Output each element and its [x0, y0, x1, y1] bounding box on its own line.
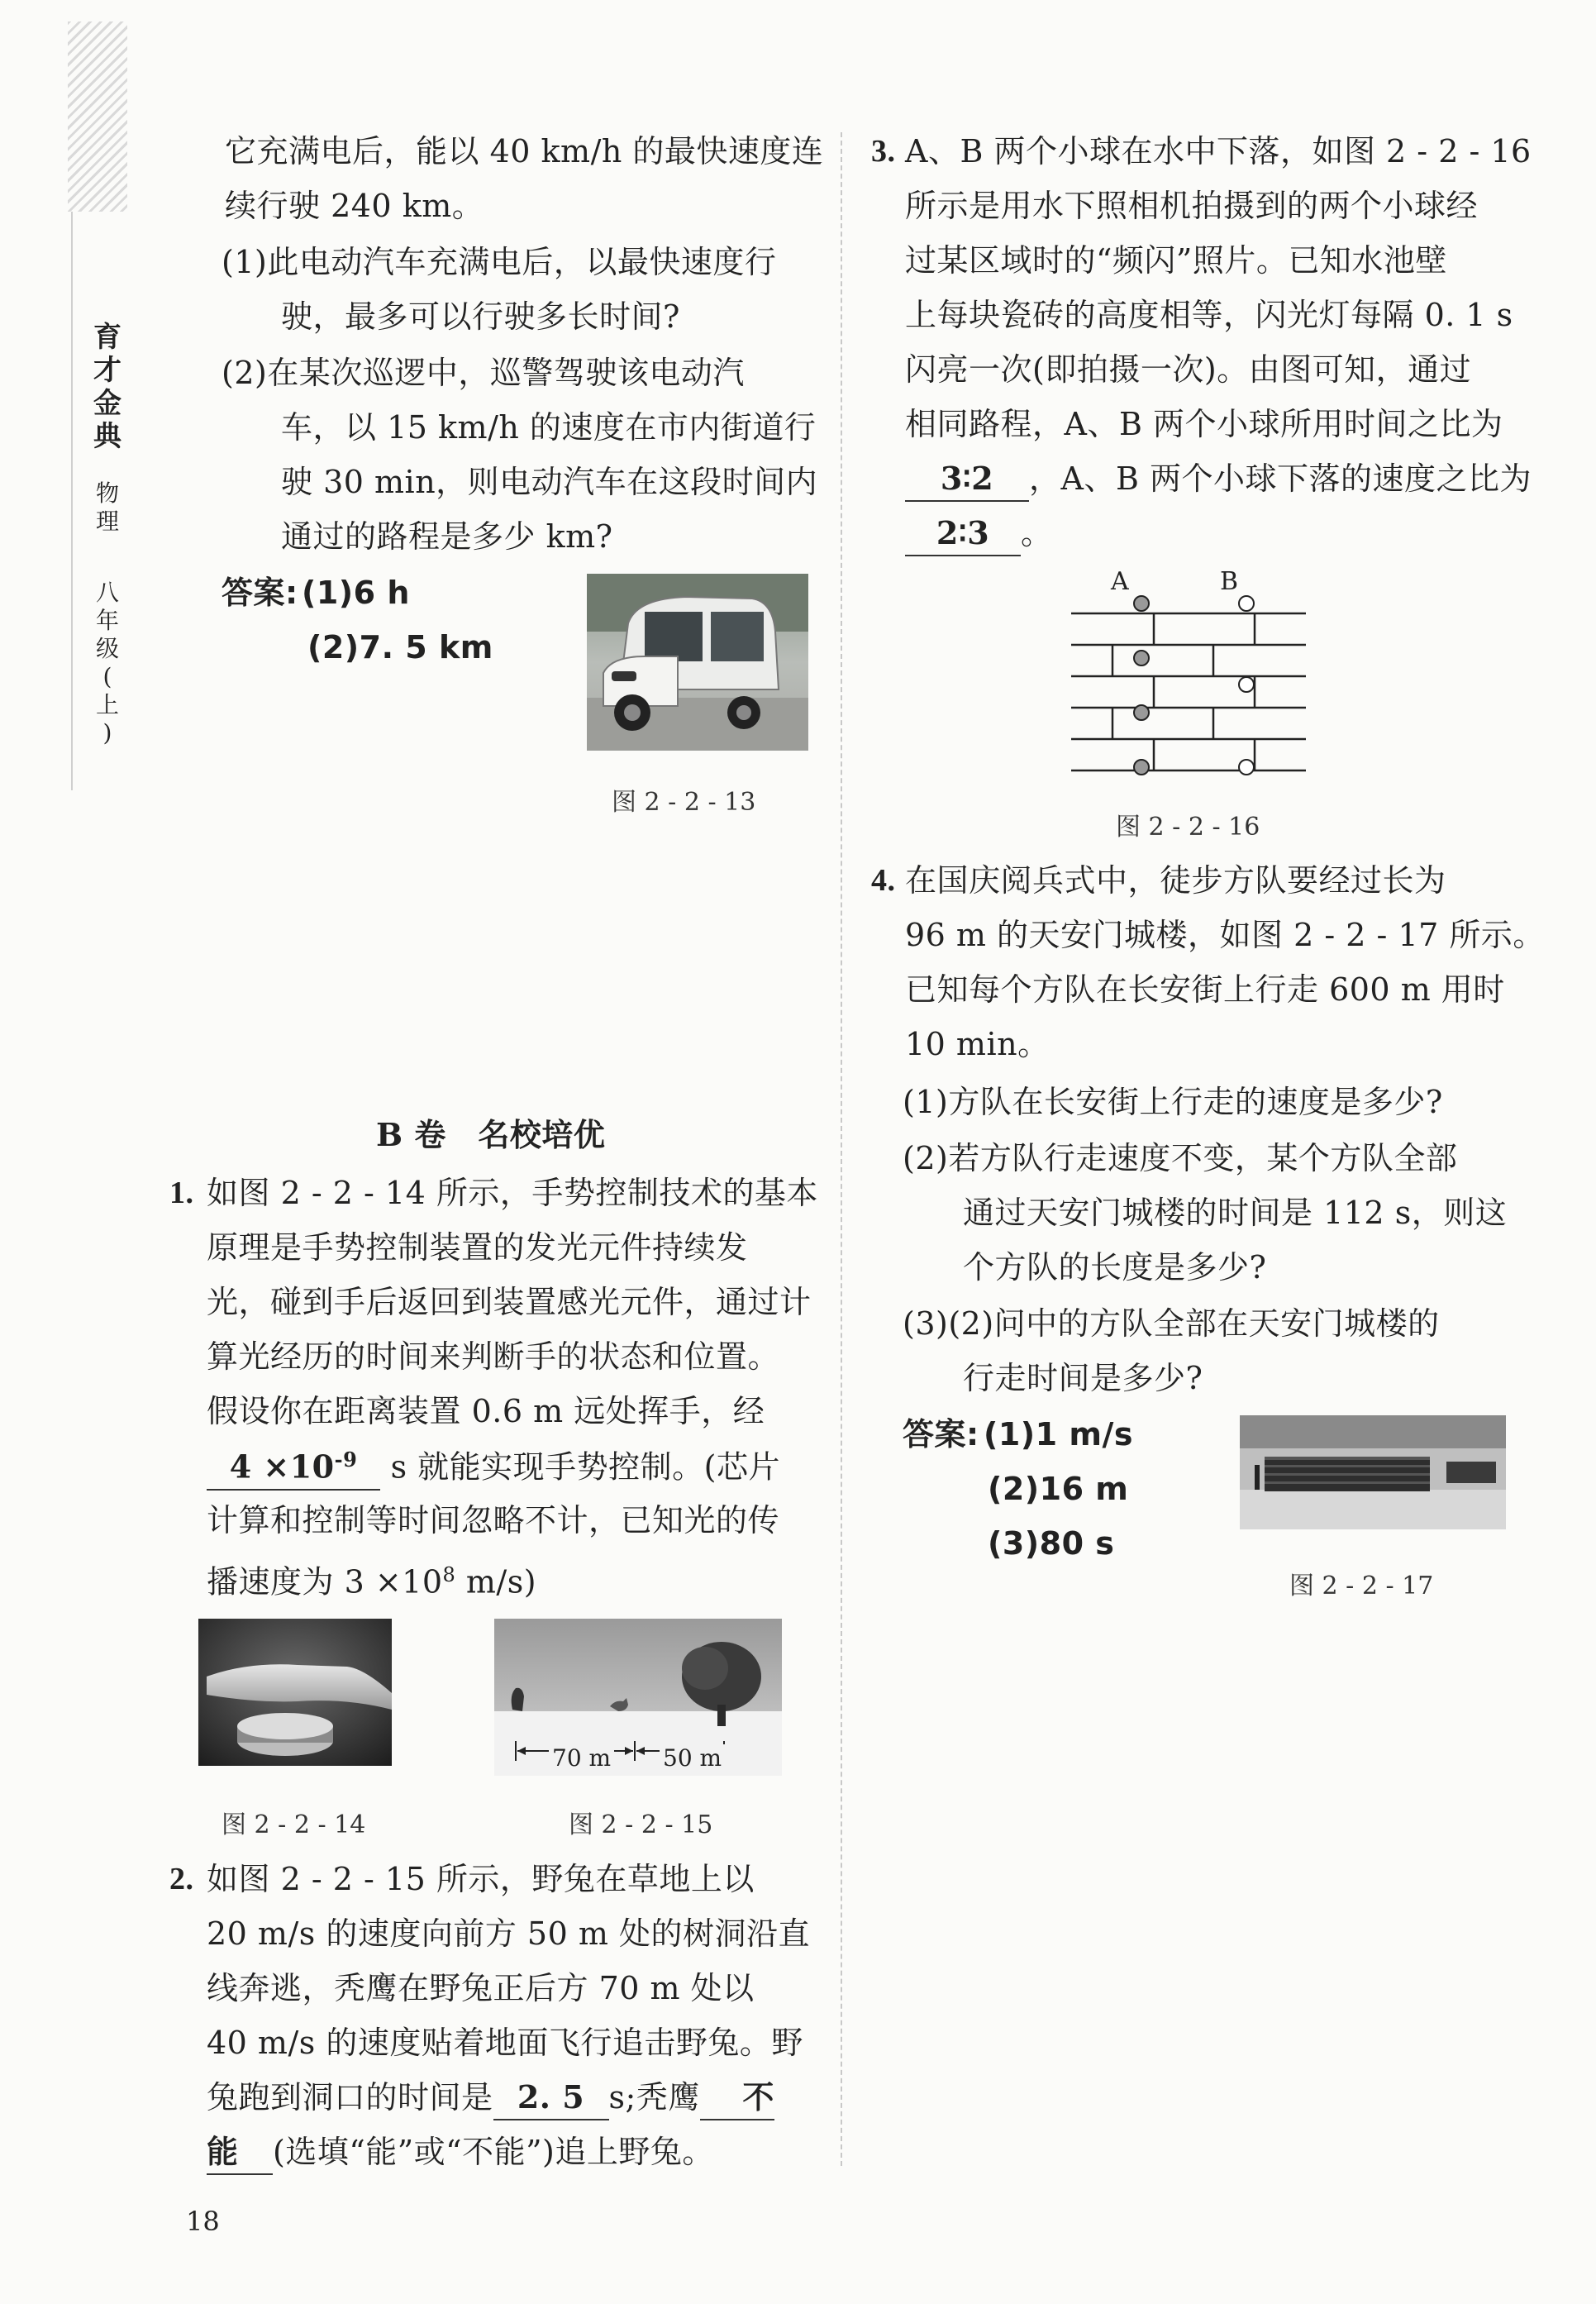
section-title: B 卷 名校培优	[376, 1116, 606, 1153]
q2-line-3: 驶 30 min，则电动汽车在这段时间内	[281, 464, 818, 500]
sidebar-char: 育	[93, 321, 121, 354]
p4-number: 4.	[871, 863, 896, 898]
p3-line-4: 上每块瓷砖的高度相等，闪光灯每隔 0. 1 s	[905, 297, 1513, 333]
rabbit-eagle-illustration	[494, 1619, 782, 1776]
sidebar-char: 金	[93, 387, 121, 420]
p4-q3-line-2: 行走时间是多少?	[963, 1360, 1203, 1396]
p3-line-2: 所示是用水下照相机拍摄到的两个小球经	[905, 188, 1479, 224]
parade-photo	[1240, 1415, 1506, 1529]
sidebar-char: 级	[95, 635, 119, 662]
p4-q2-line-1: (2)若方队行走速度不变，某个方队全部	[903, 1140, 1458, 1176]
sidebar-char: 典	[93, 420, 121, 453]
fig13-caption: 图 2 - 2 - 13	[612, 788, 756, 817]
fig17-caption: 图 2 - 2 - 17	[1289, 1572, 1434, 1600]
p3-line-5: 闪亮一次(即拍摄一次)。由图可知，通过	[905, 351, 1472, 388]
p1-blank-base: 4 ×10	[229, 1448, 335, 1486]
page-number: 18	[186, 2206, 220, 2237]
q1-line-1: (1)此电动汽车充满电后，以最快速度行	[222, 244, 777, 280]
p3-line-1: A、B 两个小球在水中下落，如图 2 - 2 - 16	[905, 133, 1532, 169]
p3-line-7	[905, 451, 1532, 506]
p1-line-4: 算光经历的时间来判断手的状态和位置。	[207, 1338, 780, 1375]
p3-end: 。	[1021, 515, 1053, 551]
p3-after-blank1: ，A、B 两个小球下落的速度之比为	[1029, 460, 1532, 497]
brick-wall-figure	[1071, 567, 1311, 784]
sidebar-char: )	[102, 719, 112, 747]
p2-line5-pre: 兔跑到洞口的时间是	[207, 2079, 493, 2116]
p4-line-3: 已知每个方队在长安街上行走 600 m 用时	[905, 971, 1505, 1008]
answer-label-left: 答案:	[222, 575, 298, 611]
electric-car-photo	[587, 574, 808, 751]
ball-a-2	[1134, 651, 1149, 665]
sidebar-grade	[91, 579, 124, 747]
ball-a-1	[1134, 596, 1149, 611]
p2-blank-can-part1: 不	[700, 2076, 774, 2120]
rabbit-eagle-photo	[494, 1619, 782, 1776]
p3-number: 3.	[871, 134, 896, 169]
p4-line-4: 10 min。	[905, 1026, 1050, 1062]
electric-car-illustration	[587, 574, 808, 751]
q1-line-2: 驶，最多可以行驶多长时间?	[281, 298, 680, 335]
p1-after-blank: s 就能实现手势控制。(芯片	[390, 1448, 781, 1486]
gesture-device-illustration	[198, 1619, 392, 1766]
answer-3-right: (3)80 s	[988, 1525, 1115, 1562]
sidebar-char: 年	[95, 607, 119, 634]
p2-number: 2.	[169, 1862, 194, 1896]
p2-line-4: 40 m/s 的速度贴着地面飞行追击野兔。野	[207, 2025, 803, 2061]
p3-blank-speed-ratio: 2∶3	[905, 512, 1021, 556]
p2-line-5	[207, 2070, 774, 2125]
p1-blank-exponent: -9	[334, 1448, 358, 1472]
fig14-caption: 图 2 - 2 - 14	[222, 1810, 366, 1839]
p3-line-8	[905, 506, 1053, 560]
p4-q1: (1)方队在长安街上行走的速度是多少?	[903, 1084, 1443, 1120]
p4-q2-line-3: 个方队的长度是多少?	[963, 1249, 1267, 1286]
q2-line-2: 车，以 15 km/h 的速度在市内街道行	[281, 409, 817, 446]
sidebar-char: 才	[93, 354, 121, 387]
p1-answer-blank	[207, 1438, 380, 1491]
answer-2-right: (2)16 m	[988, 1471, 1129, 1507]
sidebar-char: 八	[95, 579, 119, 606]
answer-label-right: 答案:	[903, 1416, 979, 1453]
p1-line8-exponent: 8	[442, 1563, 456, 1586]
p2-line-1: 如图 2 - 2 - 15 所示，野兔在草地上以	[207, 1861, 755, 1897]
p1-line8-pre: 播速度为 3 ×10	[207, 1563, 443, 1600]
p4-line-2: 96 m 的天安门城楼，如图 2 - 2 - 17 所示。	[905, 917, 1545, 953]
parade-illustration	[1240, 1415, 1506, 1529]
answer-1-right: (1)1 m/s	[984, 1416, 1133, 1453]
p3-blank-time-ratio: 3∶2	[905, 457, 1029, 502]
p1-line-5: 假设你在距离装置 0.6 m 远处挥手，经	[207, 1393, 765, 1429]
p2-line-2: 20 m/s 的速度向前方 50 m 处的树洞沿直	[207, 1915, 810, 1952]
ball-a-4	[1134, 760, 1149, 775]
ball-b-label: B	[1220, 567, 1239, 596]
answer-1-left: (1)6 h	[302, 575, 410, 611]
ball-a-3	[1134, 705, 1149, 720]
ball-a-label: A	[1111, 567, 1129, 596]
p1-line-1: 如图 2 - 2 - 14 所示，手势控制技术的基本	[207, 1175, 818, 1211]
p1-line-7: 计算和控制等时间忽略不计，已知光的传	[207, 1502, 780, 1538]
intro-line-2: 续行驶 240 km。	[225, 188, 484, 224]
intro-line-1: 它充满电后，能以 40 km/h 的最快速度连	[225, 133, 824, 169]
p2-line6-post: (选填“能”或“不能”)追上野兔。	[273, 2134, 714, 2170]
brick-wall-diagram	[1071, 572, 1311, 784]
ball-b-2	[1239, 677, 1254, 692]
q2-line-4: 通过的路程是多少 km?	[281, 518, 613, 555]
p1-line8-post: m/s)	[455, 1563, 537, 1600]
ball-b-1	[1239, 596, 1254, 611]
fig15-caption: 图 2 - 2 - 15	[569, 1810, 713, 1839]
p4-line-1: 在国庆阅兵式中，徒步方队要经过长为	[905, 862, 1446, 899]
p2-line-3: 线奔逃，秃鹰在野兔正后方 70 m 处以	[207, 1970, 755, 2006]
p1-line-2: 原理是手势控制装置的发光元件持续发	[207, 1229, 748, 1266]
p1-line-6	[207, 1438, 780, 1495]
p3-line-3: 过某区域时的“频闪”照片。已知水池壁	[905, 242, 1447, 279]
fig15-label-70m: 70 m	[549, 1744, 614, 1772]
p1-line-8	[207, 1548, 536, 1610]
p2-line5-mid: s;秃鹰	[608, 2079, 700, 2116]
sidebar-brand	[91, 321, 124, 453]
p2-line-6	[207, 2125, 714, 2179]
sidebar-hatch-decoration	[68, 21, 127, 212]
p2-blank-time: 2. 5	[493, 2076, 609, 2120]
p1-line-3: 光，碰到手后返回到装置感光元件，通过计	[207, 1284, 812, 1320]
sidebar-char: 上	[95, 691, 119, 718]
fig15-label-50m: 50 m	[660, 1744, 725, 1772]
answer-2-left: (2)7. 5 km	[307, 629, 493, 665]
p4-q2-line-2: 通过天安门城楼的时间是 112 s，则这	[963, 1195, 1508, 1231]
gesture-device-photo	[198, 1619, 392, 1766]
p2-blank-can-part2: 能	[207, 2130, 273, 2175]
column-divider	[841, 132, 842, 2166]
sidebar-char: 物	[95, 479, 119, 507]
sidebar-subject	[91, 479, 124, 536]
q2-line-1: (2)在某次巡逻中，巡警驾驶该电动汽	[222, 355, 745, 391]
p4-q3-line-1: (3)(2)问中的方队全部在天安门城楼的	[903, 1305, 1440, 1342]
ball-b-3	[1239, 760, 1254, 775]
p1-number: 1.	[169, 1176, 194, 1210]
sidebar-char: 理	[95, 508, 119, 535]
sidebar-char: (	[102, 663, 112, 690]
p3-line-6: 相同路程，A、B 两个小球所用时间之比为	[905, 406, 1503, 442]
fig16-caption: 图 2 - 2 - 16	[1116, 813, 1260, 842]
sidebar-rule	[71, 212, 73, 790]
